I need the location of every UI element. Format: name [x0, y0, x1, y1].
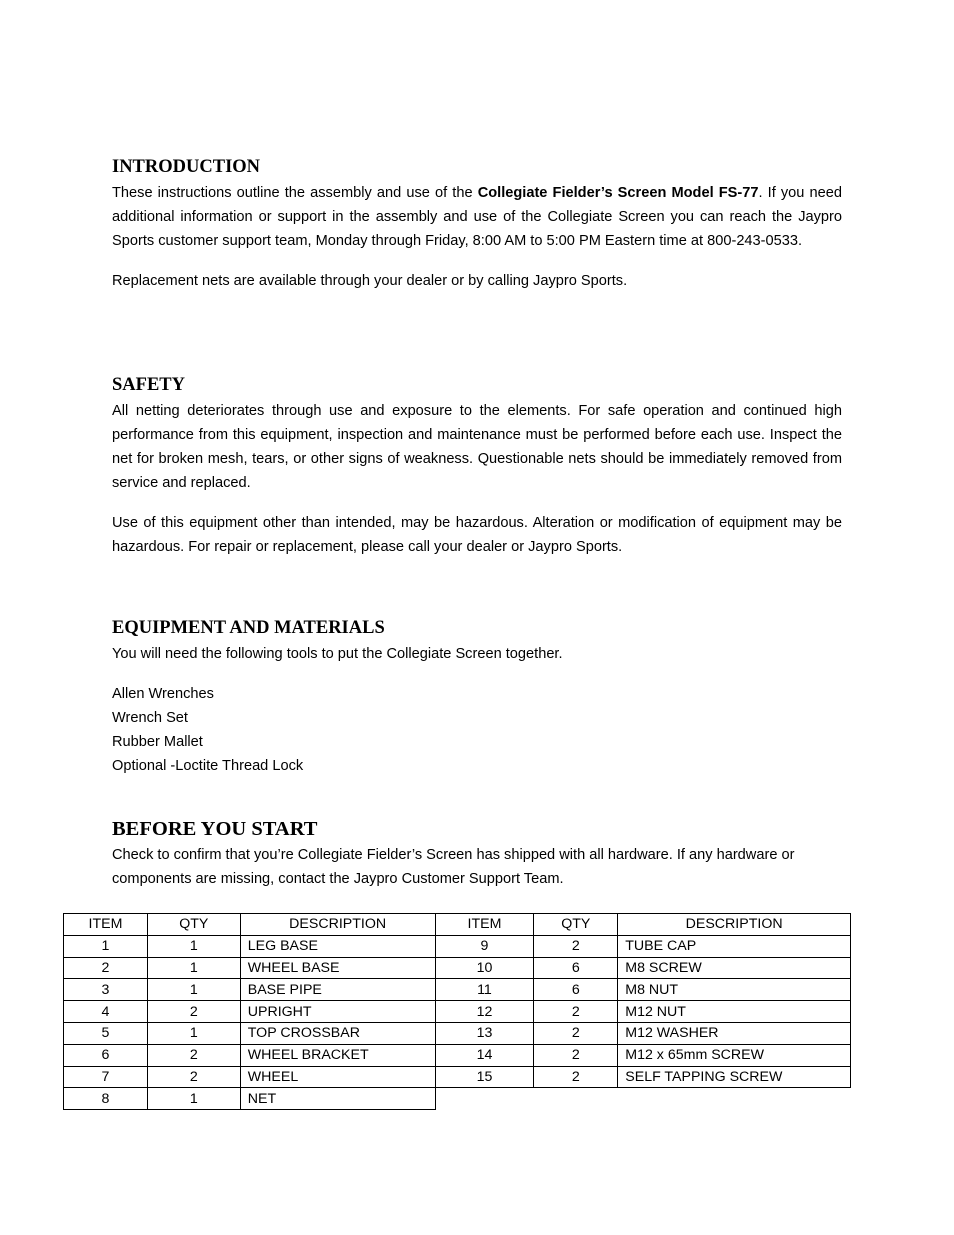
- item-cell: 2: [64, 957, 148, 979]
- table-row: [64, 1044, 851, 1066]
- qty-cell: 6: [534, 957, 618, 979]
- header-description: DESCRIPTION: [240, 914, 435, 936]
- qty-cell: 2: [534, 935, 618, 957]
- qty-cell: 1: [147, 935, 240, 957]
- table-row: [64, 935, 851, 957]
- item-cell: 13: [435, 1022, 534, 1044]
- description-cell: M12 NUT: [618, 1001, 851, 1023]
- qty-cell: 1: [147, 1088, 240, 1110]
- item-cell: 1: [64, 935, 148, 957]
- qty-cell: 1: [147, 1022, 240, 1044]
- before-you-start-text: Check to confirm that you’re Collegiate Fielder’s Screen has shipped with all hardware. If any hardware or components are missing, contact the Jaypro Customer Support Team.: [112, 847, 795, 887]
- introduction-heading: INTRODUCTION: [112, 157, 261, 177]
- description-cell: M12 WASHER: [618, 1022, 851, 1044]
- list-item: Wrench Set: [112, 710, 188, 726]
- tools-list: [112, 682, 842, 778]
- item-cell: 3: [64, 979, 148, 1001]
- item-cell: 14: [435, 1044, 534, 1066]
- equipment-heading: EQUIPMENT AND MATERIALS: [112, 618, 385, 638]
- description-cell: LEG BASE: [240, 935, 435, 957]
- description-cell: TOP CROSSBAR: [240, 1022, 435, 1044]
- item-cell: 7: [64, 1066, 148, 1088]
- qty-cell: 2: [534, 1044, 618, 1066]
- qty-cell: 1: [147, 957, 240, 979]
- header-description: DESCRIPTION: [618, 914, 851, 936]
- list-item: Optional -Loctite Thread Lock: [112, 758, 304, 774]
- description-cell: SELF TAPPING SCREW: [618, 1066, 851, 1088]
- item-cell: 4: [64, 1001, 148, 1023]
- qty-cell: 2: [534, 1066, 618, 1088]
- description-cell: UPRIGHT: [240, 1001, 435, 1023]
- safety-heading: SAFETY: [112, 375, 185, 395]
- header-qty: QTY: [534, 914, 618, 936]
- description-cell: WHEEL: [240, 1066, 435, 1088]
- product-name: Collegiate Fielder’s Screen Model FS-77: [477, 185, 759, 201]
- description-cell: NET: [240, 1088, 435, 1110]
- header-qty: QTY: [147, 914, 240, 936]
- empty-cell: [435, 1088, 850, 1110]
- table-header-row: [64, 914, 851, 936]
- introduction-paragraph: [112, 181, 842, 253]
- safety-paragraph-2: Use of this equipment other than intended, may be hazardous. Alteration or modification of equipment may be hazardous. For repair or replacement, please call your dealer or Jaypro Sports.: [112, 515, 842, 555]
- replacement-nets-paragraph: Replacement nets are available through your dealer or by calling Jaypro Sports.: [112, 273, 628, 289]
- introduction-section: [112, 156, 842, 293]
- equipment-intro: You will need the following tools to put the Collegiate Screen together.: [112, 646, 563, 662]
- equipment-section: [112, 617, 842, 778]
- item-cell: 8: [64, 1088, 148, 1110]
- table-row: [64, 957, 851, 979]
- qty-cell: 6: [534, 979, 618, 1001]
- qty-cell: 2: [147, 1001, 240, 1023]
- table-row: [64, 1001, 851, 1023]
- description-cell: M12 x 65mm SCREW: [618, 1044, 851, 1066]
- intro-text-rest: . If you need additional information or support in the assembly and use of the Collegiate Screen you can reach the Jaypro Sports customer support team, Monday through Friday, 8:00 AM to 5:00 PM Eastern time at 800-243-0533.: [112, 185, 842, 249]
- description-cell: TUBE CAP: [618, 935, 851, 957]
- qty-cell: 1: [147, 979, 240, 1001]
- list-item: Rubber Mallet: [112, 734, 203, 750]
- item-cell: 15: [435, 1066, 534, 1088]
- item-cell: 10: [435, 957, 534, 979]
- list-item: Allen Wrenches: [112, 686, 214, 702]
- header-item: ITEM: [435, 914, 534, 936]
- table-row: [64, 979, 851, 1001]
- table-row: [64, 1066, 851, 1088]
- before-you-start-heading: BEFORE YOU START: [112, 818, 318, 840]
- description-cell: WHEEL BRACKET: [240, 1044, 435, 1066]
- table-row: [64, 1022, 851, 1044]
- description-cell: BASE PIPE: [240, 979, 435, 1001]
- description-cell: M8 NUT: [618, 979, 851, 1001]
- item-cell: 11: [435, 979, 534, 1001]
- item-cell: 9: [435, 935, 534, 957]
- safety-paragraph-1: All netting deteriorates through use and exposure to the elements. For safe operation and continued high performance from this equipment, inspection and maintenance must be performed before each use. Inspect the net for broken mesh, tears, or other signs of weakness. Questionable nets should be immediately removed from service and replaced.: [112, 403, 842, 491]
- item-cell: 5: [64, 1022, 148, 1044]
- description-cell: WHEEL BASE: [240, 957, 435, 979]
- header-item: ITEM: [64, 914, 148, 936]
- description-cell: M8 SCREW: [618, 957, 851, 979]
- safety-section: [112, 374, 842, 559]
- qty-cell: 2: [147, 1044, 240, 1066]
- qty-cell: 2: [147, 1066, 240, 1088]
- item-cell: 12: [435, 1001, 534, 1023]
- qty-cell: 2: [534, 1022, 618, 1044]
- parts-table: [63, 913, 851, 1110]
- table-row: [64, 1088, 851, 1110]
- before-you-start-section: [112, 818, 842, 891]
- qty-cell: 2: [534, 1001, 618, 1023]
- item-cell: 6: [64, 1044, 148, 1066]
- intro-text-start: These instructions outline the assembly and use of the: [112, 185, 478, 201]
